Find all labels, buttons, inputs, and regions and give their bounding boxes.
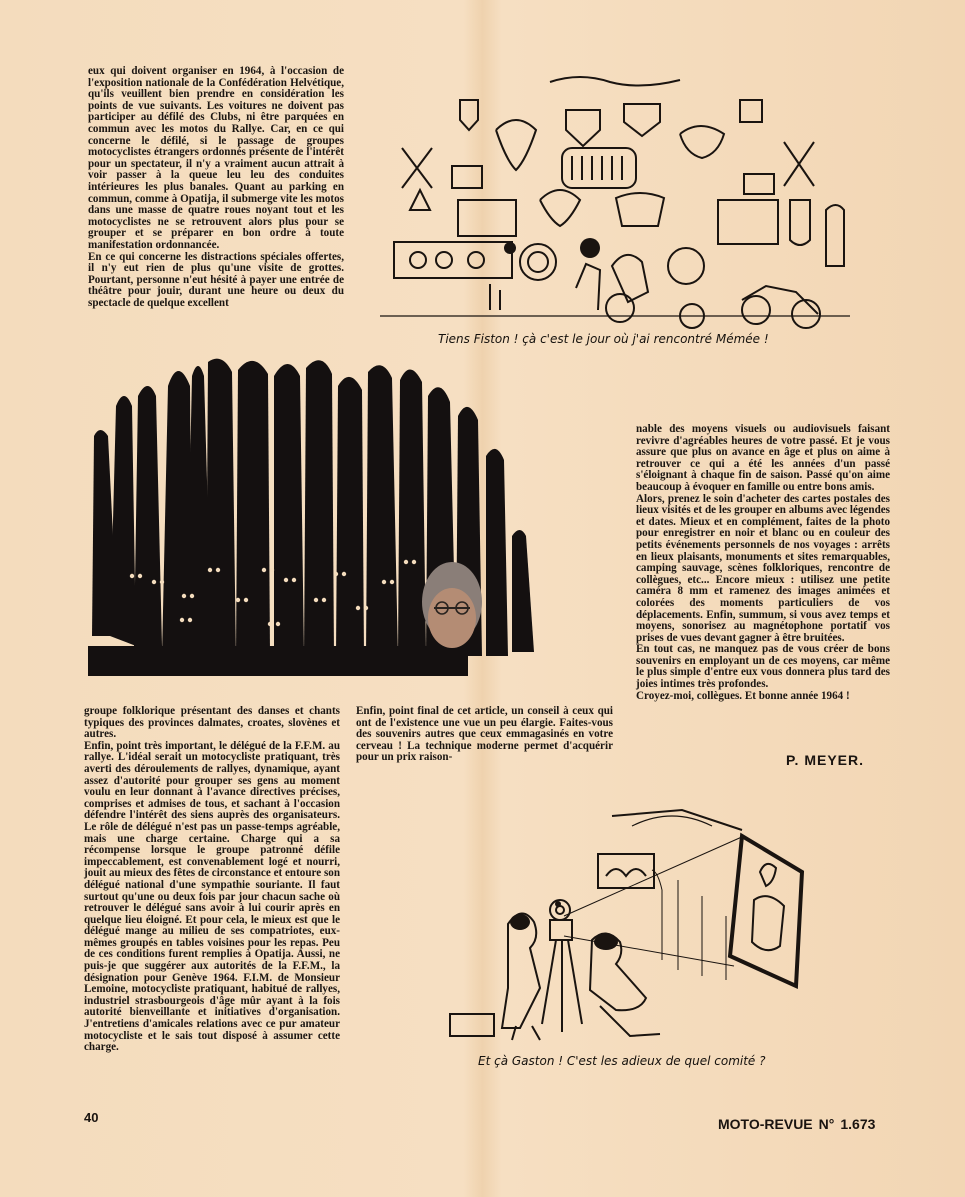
- article-column-3: Enfin, point final de cet article, un conseil à ceux qui ont de l'existence une vue un peu élargie. Faites-vous des souvenirs autres que ceux emmagasinés en votre cerveau ! La technique moderne permet d'acquérir pour un prix raison-: [356, 705, 613, 764]
- article-column-4: nable des moyens visuels ou audiovisuels faisant revivre d'agréables heures de votre passé. Et je vous assure que plus on avance en âge et plus on aime à retrouver ce qui a été les années d'un passé s'éloignant à chaque fin de saison. Passé qu'on aime beaucoup à évoquer en famille ou entre bons amis. Alors, prenez le soin d'acheter des cartes postales des lieux visités et de les grouper en albums avec légendes et dates. Mieux et en complément, faites de la photo pour enregistrer en noir et blanc ou en couleur des petits événements personnels de nos voyages : arrêts en lieux plaisants, monuments et sites remarquables, camping sauvage, scènes folkloriques, rencontre de collègues, etc... Encore mieux : utilisez une petite caméra 8 mm et ramenez des images animées et colorées des moments particuliers de vos déplacements. Enfin, summum, si vous avez temps et moyens, sonorisez au magnétophone portatif vos prises de vues devant gagner à être bruitées. En tout cas, ne manquez pas de vous créer de bons souvenirs en employant un de ces moyens, car même le plus simple d'entre eux vous donnera plus tard des joies intimes très profondes. Croyez-moi, collègues. Et bonne année 1964 !: [636, 423, 890, 702]
- page-number: 40: [84, 1110, 99, 1125]
- article-column-1: eux qui doivent organiser en 1964, à l'occasion de l'exposition nationale de la Confédération Helvétique, qu'ils veuillent bien prendre en considération les points de vue suivants. Les voitures ne doivent pas participer au défilé des Clubs, ni être parquées en commun avec les motos du Rallye. Car, en ce qui concerne le défilé, si le passage de groupes motocyclistes étrangers ordonnés présente de l'intérêt pour un spectateur, il n'y a vraiment aucun attrait à voir passer à la queue leu leu des conduites intérieures les plus banales. Quant au parking en commun, comme à Opatija, il submerge vite les motos dans une masse de quatre roues noyant tout et les motocyclistes ne se retrouvent alors plus pour se grouper et se préparer en bon ordre à toute manifestation ordonnancée. En ce qui concerne les distractions spéciales offertes, il n'y eut rien de plus qu'une visite de grottes. Pourtant, personne n'eut hésité à payer une entrée de théâtre pour jouir, durant une heure ou deux du spectacle de quelque excellent: [88, 65, 344, 309]
- article-column-2: groupe folklorique présentant des danses et chants typiques des provinces dalmates, croates, slovènes et autres. Enfin, point très important, le délégué de la F.F.M. au rallye. L'idéal serait un motocycliste pratiquant, très averti des déroulements de rallyes, dynamique, ayant assez d'autorité pour grouper ses gens au moment voulu en leur donnant à l'avance directives précises, comprises et admises de tous, et sachant à l'occasion défendre l'intérêt des siens auprès des organisateurs. Le rôle de délégué n'est pas un passe-temps agréable, mais une charge certaine. Charge qui a sa récompense lorsque le groupe patronné défile impeccablement, est convenablement logé et nourri, jouit au mieux des fêtes de circonstance et entoure son délégué national d'une sympathie souriante. Il faut surtout qu'une ou deux fois par jour chacun sache où retrouver le délégué sans avoir à lui courir après en quelque lieu éloigné. Et pour cela, le mieux est que le délégué mange au milieu de ses compatriotes, eux-mêmes groupés en tables voisines pour les repas. Peu de ces conditions furent remplies à Opatija. Aussi, ne puis-je que suggérer aux autorités de la F.F.M., la désignation pour Genève 1964. F.I.M. de Monsieur Lemoine, motocycliste pratiquant, habitué de rallyes, industriel strasbourgeois d'âge mûr ayant à la fois autorité bienveillante et initiatives d'organisation. J'entretiens d'amicales relations avec ce pur amateur motocycliste et le sais tout disposé à assumer cette charge.: [84, 705, 340, 1054]
- author-signature: P. MEYER.: [786, 752, 864, 768]
- cartoon-3-caption: Et çà Gaston ! C'est les adieux de quel comité ?: [478, 1054, 766, 1068]
- magazine-footer: [718, 1116, 881, 1132]
- issue-number: 1.673: [840, 1116, 876, 1132]
- magazine-title: MOTO-REVUE: [718, 1116, 813, 1132]
- projector-cartoon: [432, 806, 822, 1052]
- dark-crowd-cartoon: [88, 356, 548, 696]
- cartoon-1-caption: Tiens Fiston ! çà c'est le jour où j'ai rencontré Mémée !: [438, 332, 769, 346]
- issue-label: N°: [818, 1116, 835, 1132]
- trophy-wall-cartoon: [380, 70, 850, 332]
